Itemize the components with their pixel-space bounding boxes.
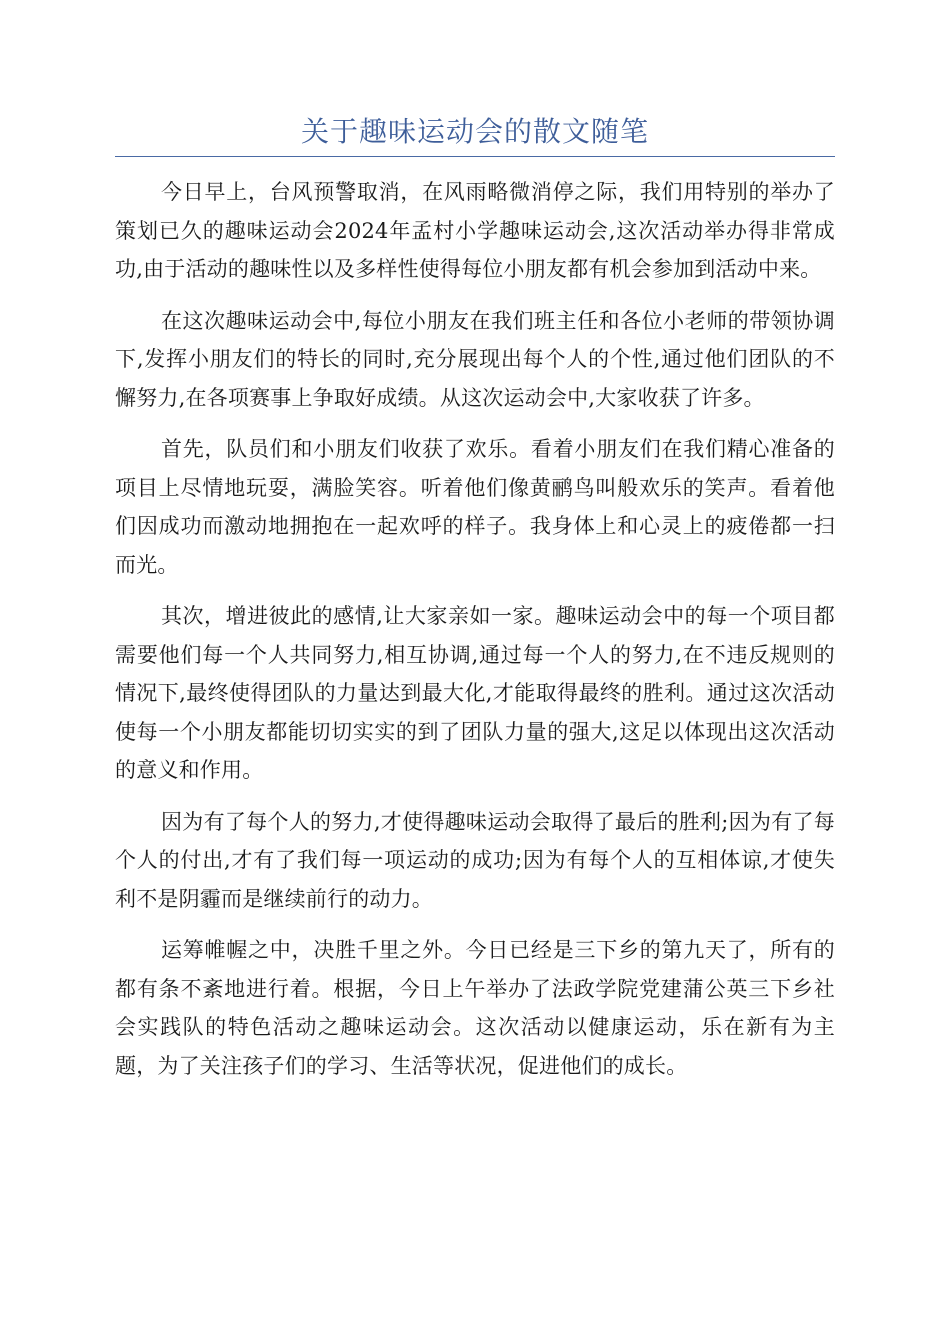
title-block	[115, 112, 835, 157]
document-body	[115, 173, 835, 1098]
paragraph-1: 今日早上，台风预警取消，在风雨略微消停之际，我们用特别的举办了策划已久的趣味运动会2024年孟村小学趣味运动会,这次活动举办得非常成功,由于活动的趣味性以及多样性使得每位小朋友都有机会参加到活动中来。	[115, 180, 835, 281]
paragraph-2: 在这次趣味运动会中,每位小朋友在我们班主任和各位小老师的带领协调下,发挥小朋友们的特长的同时,充分展现出每个人的个性,通过他们团队的不懈努力,在各项赛事上争取好成绩。从这次运动会中,大家收获了许多。	[115, 308, 835, 410]
paragraph-5: 因为有了每个人的努力,才使得趣味运动会取得了最后的胜利;因为有了每个人的付出,才有了我们每一项运动的成功;因为有每个人的互相体谅,才使失利不是阴霾而是继续前行的动力。	[115, 809, 835, 911]
paragraph-4: 其次，增进彼此的感情,让大家亲如一家。趣味运动会中的每一个项目都需要他们每一个人共同努力,相互协调,通过每一个人的努力,在不违反规则的情况下,最终使得团队的力量达到最大化,才能取得最终的胜利。通过这次活动使每一个小朋友都能切切实实的到了团队力量的强大,这足以体现出这次活动的意义和作用。	[115, 604, 835, 782]
paragraph-6: 运筹帷幄之中，决胜千里之外。今日已经是三下乡的第九天了，所有的都有条不紊地进行着。根据，今日上午举办了法政学院党建蒲公英三下乡社会实践队的特色活动之趣味运动会。这次活动以健康运动，乐在新有为主题，为了关注孩子们的学习、生活等状况，促进他们的成长。	[115, 938, 835, 1078]
paragraph-3: 首先，队员们和小朋友们收获了欢乐。看着小朋友们在我们精心准备的项目上尽情地玩耍，满脸笑容。听着他们像黄鹂鸟叫般欢乐的笑声。看着他们因成功而激动地拥抱在一起欢呼的样子。我身体上和心灵上的疲倦都一扫而光。	[115, 437, 835, 577]
document-title: 关于趣味运动会的散文随笔	[300, 115, 649, 148]
